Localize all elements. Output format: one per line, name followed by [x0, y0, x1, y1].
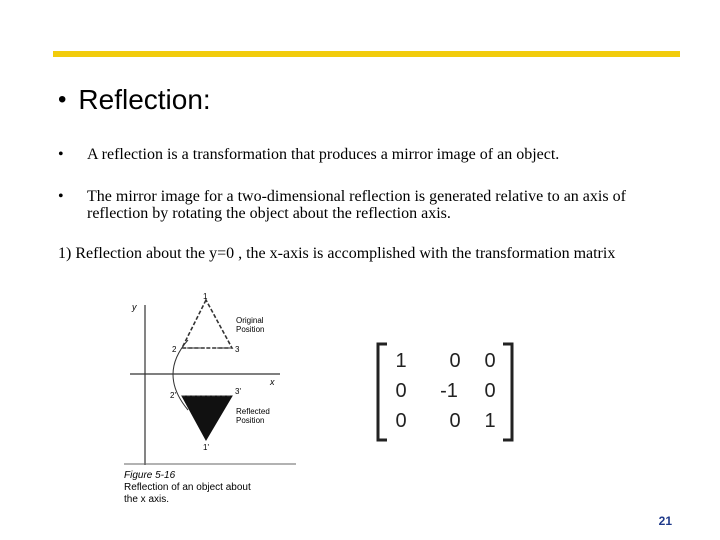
bullet-text: A reflection is a transformation that produces a mirror image of an object.: [87, 146, 560, 163]
matrix-cell: 0: [395, 380, 407, 402]
page-number: 21: [658, 514, 672, 528]
matrix-cell: 0: [395, 410, 407, 432]
vertex-label-3p: 3': [235, 387, 241, 396]
bullet-item: [58, 188, 657, 222]
matrix-cell: 0: [449, 350, 461, 372]
matrix-cell: 1: [395, 350, 407, 372]
title-bullet: •: [58, 86, 67, 113]
matrix-cell: 0: [449, 410, 461, 432]
matrix-cell: 0: [484, 380, 496, 402]
reflected-triangle: [182, 396, 232, 440]
caption-heading: Figure 5-16: [124, 470, 176, 481]
reflected-position-label: Position: [236, 416, 265, 425]
x-axis-label: x: [270, 377, 275, 387]
bullet-item: [58, 146, 657, 163]
original-triangle: [182, 300, 232, 348]
original-position-label: Position: [236, 325, 265, 334]
vertex-label-2p: 2': [170, 391, 176, 400]
vertex-label-1: 1: [203, 292, 208, 301]
bullet-mark: •: [58, 188, 64, 205]
y-axis-label: y: [132, 302, 137, 312]
bullet-mark: •: [58, 146, 64, 163]
matrix-cell: -1: [440, 380, 458, 402]
caption-line: Reflection of an object about: [124, 482, 251, 493]
vertex-label-1p: 1': [203, 443, 209, 452]
matrix-cell: 0: [484, 350, 496, 372]
bullet-text: The mirror image for a two-dimensional reflection is generated relative to an axis of reflection by rotating the object about the reflection axis.: [87, 188, 626, 222]
slide-title: [58, 84, 211, 116]
matrix-cell: 1: [484, 410, 496, 432]
reflection-figure: [110, 290, 310, 510]
caption-line: the x axis.: [124, 494, 170, 505]
vertex-label-3: 3: [235, 345, 240, 354]
original-position-label: Original: [236, 316, 264, 325]
title-text: Reflection:: [78, 84, 211, 115]
transformation-matrix: [374, 342, 516, 442]
reflected-position-label: Reflected: [236, 407, 270, 416]
numbered-item: 1) Reflection about the y=0 , the x-axis is accomplished with the transformation matrix: [58, 245, 616, 262]
vertex-label-2: 2: [172, 345, 177, 354]
top-accent-bar: [53, 51, 680, 57]
